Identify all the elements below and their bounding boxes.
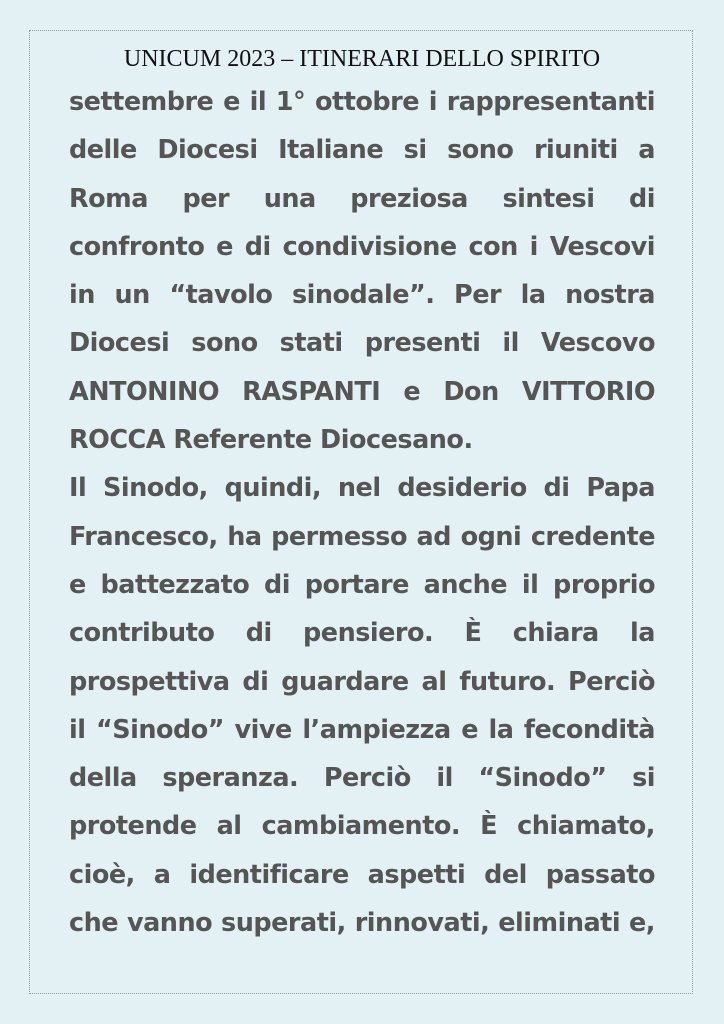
- paragraph-1: [69, 78, 655, 464]
- page-header: UNICUM 2023 – ITINERARI DELLO SPIRITO: [123, 46, 601, 72]
- text-line: cioè, a identificare aspetti del passato: [69, 859, 655, 890]
- text-line: ANTONINO RASPANTI e Don VITTORIO: [69, 376, 655, 407]
- text-line: Il Sinodo, quindi, nel desiderio di Papa: [69, 473, 655, 504]
- text-line: Diocesi sono stati presenti il Vescovo: [69, 328, 655, 359]
- text-line: e battezzato di portare anche il proprio: [69, 569, 655, 600]
- paragraph-2: [69, 464, 655, 947]
- text-line: ROCCA Referente Diocesano.: [69, 425, 473, 456]
- text-line: confronto e di condivisione con i Vescovi: [69, 231, 655, 262]
- text-line: Francesco, ha permesso ad ogni credente: [69, 521, 655, 552]
- text-line: settembre e il 1° ottobre i rappresentanti: [69, 87, 655, 117]
- text-line: delle Diocesi Italiane si sono riuniti a: [69, 135, 655, 166]
- document-body: [69, 78, 655, 947]
- text-line: che vanno superati, rinnovati, eliminati e,: [69, 908, 655, 939]
- text-line: in un “tavolo sinodale”. Per la nostra: [69, 280, 655, 311]
- text-line: della speranza. Perciò il “Sinodo” si: [69, 763, 655, 794]
- text-line: prospettiva di guardare al futuro. Perciò: [69, 666, 655, 697]
- text-line: contributo di pensiero. È chiara la: [69, 618, 655, 649]
- text-line: il “Sinodo” vive l’ampiezza e la fecondità: [69, 714, 655, 745]
- text-line: Roma per una preziosa sintesi di: [69, 183, 655, 214]
- text-line: protende al cambiamento. È chiamato,: [69, 811, 655, 842]
